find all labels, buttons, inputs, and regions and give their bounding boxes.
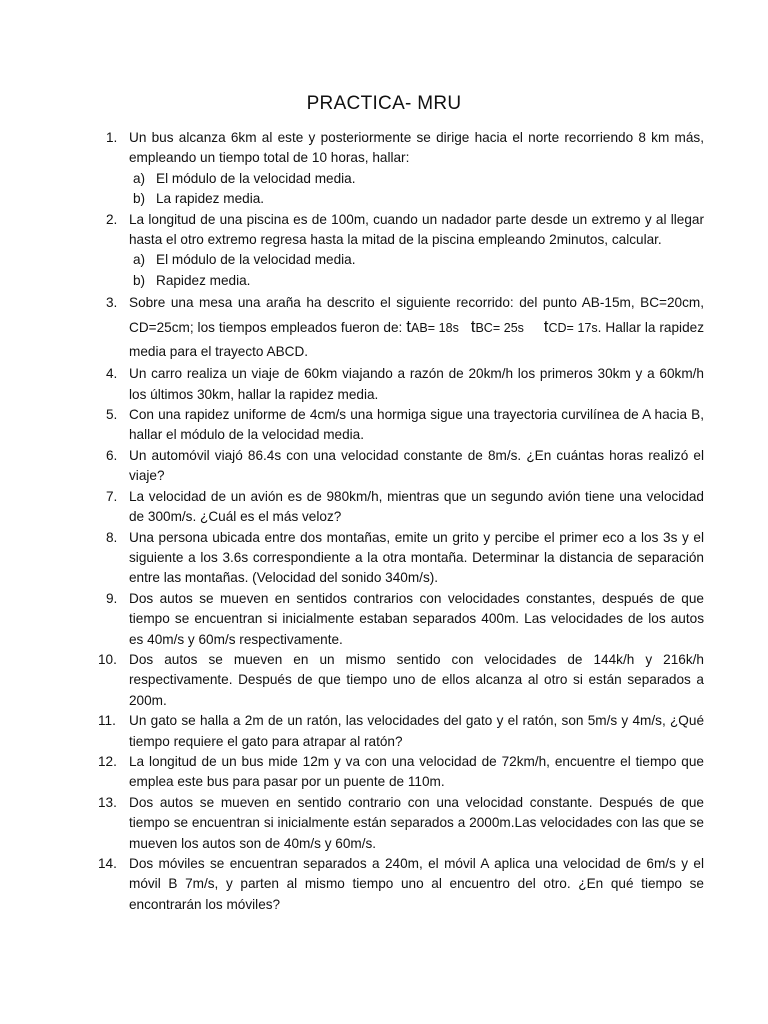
subitem-text: El módulo de la velocidad media. bbox=[156, 252, 356, 268]
problem-number: 7. bbox=[106, 488, 118, 504]
problem-number: 9. bbox=[106, 590, 118, 606]
problem-number: 2. bbox=[106, 211, 118, 227]
problem-item-5 bbox=[96, 405, 704, 446]
subitem bbox=[129, 271, 704, 291]
problem-list bbox=[96, 128, 704, 915]
problem-text: Dos autos se mueven en sentidos contrarios con velocidades constantes, después de que tiempo se encuentran si inicialmente estaban separados 400m. Las velocidades de los autos es 40m/s y 60m/s respectivamente. bbox=[129, 590, 704, 647]
subitem bbox=[129, 169, 704, 189]
subitem-list bbox=[129, 169, 704, 210]
problem-item-13 bbox=[96, 793, 704, 854]
problem-item-3 bbox=[96, 291, 704, 364]
subitem-text: La rapidez media. bbox=[156, 191, 265, 207]
problem-text: Un gato se halla a 2m de un ratón, las velocidades del gato y el ratón, son 5m/s y 4m/s, ¿Qué tiempo requiere el gato para atrapar al ratón? bbox=[129, 713, 704, 749]
problem-item-2 bbox=[96, 210, 704, 292]
problem-number: 6. bbox=[106, 447, 118, 463]
problem-number: 10. bbox=[98, 651, 117, 667]
problem-item-12 bbox=[96, 752, 704, 793]
time-cd: CD= 17s bbox=[548, 321, 598, 336]
problem-number: 4. bbox=[106, 366, 118, 382]
subitem-list bbox=[129, 250, 704, 291]
subitem-text: El módulo de la velocidad media. bbox=[156, 170, 356, 186]
subitem-letter: b) bbox=[133, 272, 146, 288]
problem-text: Con una rapidez uniforme de 4cm/s una hormiga sigue una trayectoria curvilínea de A hacia B, hallar el módulo de la velocidad media. bbox=[129, 407, 704, 443]
problem-text: La velocidad de un avión es de 980km/h, mientras que un segundo avión tiene una velocidad de 300m/s. ¿Cuál es el más veloz? bbox=[129, 488, 704, 525]
problem-item-14 bbox=[96, 854, 704, 915]
page-title: PRACTICA- MRU bbox=[306, 93, 462, 114]
problem-number: 13. bbox=[98, 794, 117, 810]
time-ab: AB= 18s bbox=[411, 321, 459, 336]
time-symbol: t bbox=[406, 317, 412, 337]
problem-text: Una persona ubicada entre dos montañas, emite un grito y percibe el primer eco a los 3s y el siguiente a los 3.6s correspondiente a la otra montaña. Determinar la distancia de separación entre las montañas. (Velocidad del sonido 340m/s). bbox=[129, 529, 704, 586]
problem-text-after: . Hallar la rapidez media para el trayecto ABCD. bbox=[129, 320, 704, 360]
subitem-letter: a) bbox=[133, 170, 146, 186]
time-symbol: t bbox=[470, 317, 476, 337]
problem-number: 12. bbox=[98, 753, 117, 769]
problem-text: Dos autos se mueven en un mismo sentido con velocidades de 144k/h y 216k/h respectivamente. Después de que tiempo uno de ellos alcanza al otro si están separados a 200m. bbox=[129, 651, 704, 708]
problem-number: 1. bbox=[106, 130, 118, 145]
problem-item-1 bbox=[96, 128, 704, 210]
problem-number: 5. bbox=[106, 407, 118, 423]
problem-item-9 bbox=[96, 589, 704, 650]
subitem-letter: b) bbox=[133, 191, 146, 207]
problem-text: Un bus alcanza 6km al este y posteriormente se dirige hacia el norte recorriendo 8 km más, empleando un tiempo total de 10 horas, hallar: bbox=[129, 130, 704, 166]
problem-item-11 bbox=[96, 711, 704, 752]
problem-item-10 bbox=[96, 650, 704, 711]
problem-number: 14. bbox=[98, 856, 117, 871]
problem-text: Un carro realiza un viaje de 60km viajando a razón de 20km/h los primeros 30km y a 60km/h los últimos 30km, hallar la rapidez media. bbox=[129, 366, 704, 402]
subitem bbox=[129, 189, 704, 209]
problem-text: Dos móviles se encuentran separados a 240m, el móvil A aplica una velocidad de 6m/s y el móvil B 7m/s, y parten al mismo tiempo uno al encuentro del otro. ¿En qué tiempo se encontrarán los móviles? bbox=[129, 856, 704, 912]
problem-item-8 bbox=[96, 528, 704, 589]
problem-text: La longitud de una piscina es de 100m, cuando un nadador parte desde un extremo y al llegar hasta el otro extremo regresa hasta la mitad de la piscina empleando 2minutos, calcular. bbox=[129, 211, 704, 248]
subitem-letter: a) bbox=[133, 252, 146, 268]
problem-item-4 bbox=[96, 364, 704, 405]
problem-number: 11. bbox=[98, 713, 116, 729]
subitem bbox=[129, 250, 704, 270]
problem-text: Dos autos se mueven en sentido contrario con una velocidad constante. Después de que tiempo se encuentran si inicialmente están separados a 2000m.Las velocidades con las que se mueven los autos son de 40m/s y 60m/s. bbox=[129, 794, 704, 851]
problem-text: Un automóvil viajó 86.4s con una velocidad constante de 8m/s. ¿En cuántas horas realizó el viaje? bbox=[129, 447, 704, 484]
problem-item-7 bbox=[96, 487, 704, 528]
problem-text-before: Sobre una mesa una araña ha descrito el siguiente recorrido: del punto AB-15m, BC=20cm, CD=25cm; los tiempos empleados fueron de: bbox=[129, 295, 704, 336]
problem-number: 8. bbox=[106, 529, 118, 545]
problem-number: 3. bbox=[106, 295, 118, 311]
problem-text: La longitud de un bus mide 12m y va con una velocidad de 72km/h, encuentre el tiempo que emplea este bus para pasar por un puente de 110m. bbox=[129, 753, 704, 790]
time-bc: BC= 25s bbox=[475, 321, 524, 336]
time-symbol: t bbox=[543, 317, 549, 337]
problem-item-6 bbox=[96, 446, 704, 487]
subitem-text: Rapidez media. bbox=[156, 272, 251, 288]
